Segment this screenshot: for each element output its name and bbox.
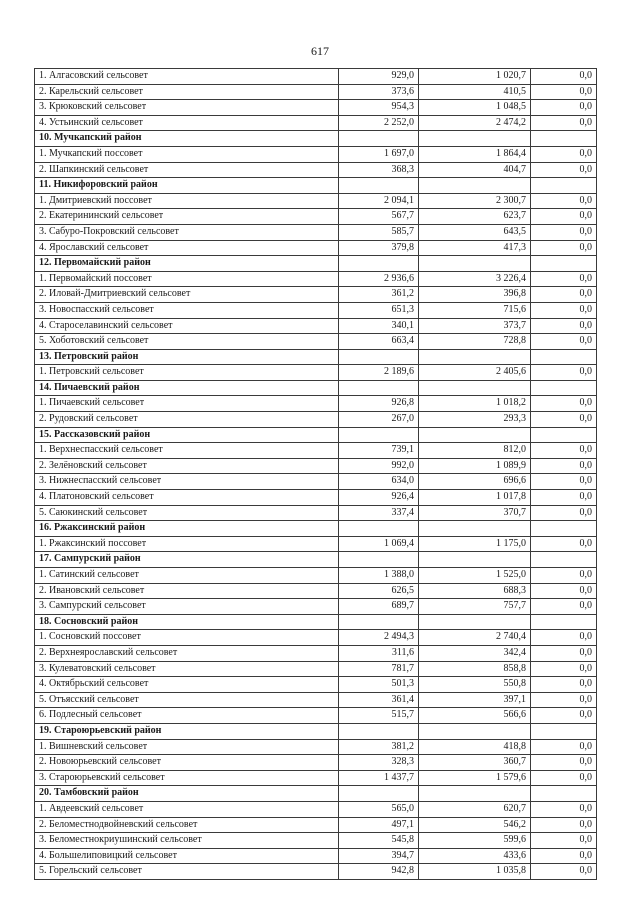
row-value-3-cell: 0,0: [531, 443, 597, 459]
row-value-3-cell: 0,0: [531, 69, 597, 85]
row-value-2-cell: 293,3: [419, 412, 531, 428]
row-value-3-cell: 0,0: [531, 817, 597, 833]
row-value-3-cell: 0,0: [531, 630, 597, 646]
row-value-1-cell: [339, 786, 419, 802]
row-name-cell: 1. Первомайский поссовет: [35, 271, 339, 287]
table-row: [35, 645, 597, 661]
table-row: [35, 365, 597, 381]
row-name-cell: 6. Подлесный сельсовет: [35, 708, 339, 724]
district-header-row: [35, 178, 597, 194]
row-value-1-cell: 2 494,3: [339, 630, 419, 646]
row-value-3-cell: 0,0: [531, 661, 597, 677]
row-value-2-cell: 546,2: [419, 817, 531, 833]
table-row: [35, 708, 597, 724]
row-value-1-cell: 379,8: [339, 240, 419, 256]
row-value-2-cell: 688,3: [419, 583, 531, 599]
row-value-3-cell: [531, 521, 597, 537]
row-value-2-cell: 404,7: [419, 162, 531, 178]
row-value-2-cell: 1 048,5: [419, 100, 531, 116]
row-name-cell: 5. Хоботовский сельсовет: [35, 334, 339, 350]
row-value-2-cell: 1 089,9: [419, 458, 531, 474]
table-row: [35, 443, 597, 459]
table-row: [35, 240, 597, 256]
row-value-1-cell: 368,3: [339, 162, 419, 178]
row-value-2-cell: 360,7: [419, 755, 531, 771]
table-row: [35, 146, 597, 162]
table-row: [35, 770, 597, 786]
district-header-row: [35, 427, 597, 443]
row-value-3-cell: 0,0: [531, 396, 597, 412]
row-name-cell: 15. Рассказовский район: [35, 427, 339, 443]
row-value-2-cell: 1 579,6: [419, 770, 531, 786]
row-name-cell: 1. Сатинский сельсовет: [35, 568, 339, 584]
row-name-cell: 3. Сампурский сельсовет: [35, 599, 339, 615]
row-value-2-cell: 550,8: [419, 677, 531, 693]
row-name-cell: 4. Ярославский сельсовет: [35, 240, 339, 256]
row-value-2-cell: 623,7: [419, 209, 531, 225]
row-value-1-cell: [339, 521, 419, 537]
row-value-1-cell: 381,2: [339, 739, 419, 755]
row-value-1-cell: 545,8: [339, 833, 419, 849]
row-value-3-cell: 0,0: [531, 770, 597, 786]
row-name-cell: 2. Рудовский сельсовет: [35, 412, 339, 428]
row-name-cell: 2. Карельский сельсовет: [35, 84, 339, 100]
row-value-2-cell: 757,7: [419, 599, 531, 615]
table-row: [35, 692, 597, 708]
row-value-2-cell: [419, 723, 531, 739]
table-row: [35, 458, 597, 474]
row-value-2-cell: [419, 614, 531, 630]
row-name-cell: 1. Вишневский сельсовет: [35, 739, 339, 755]
row-value-1-cell: 1 069,4: [339, 536, 419, 552]
row-name-cell: 1. Пичаевский сельсовет: [35, 396, 339, 412]
table-row: [35, 412, 597, 428]
district-header-row: [35, 131, 597, 147]
row-value-3-cell: 0,0: [531, 490, 597, 506]
row-value-3-cell: 0,0: [531, 100, 597, 116]
budget-table: [34, 68, 597, 880]
row-value-1-cell: 929,0: [339, 69, 419, 85]
row-value-1-cell: 1 388,0: [339, 568, 419, 584]
table-row: [35, 209, 597, 225]
row-value-2-cell: 2 474,2: [419, 115, 531, 131]
row-value-2-cell: 2 300,7: [419, 193, 531, 209]
row-value-2-cell: 1 864,4: [419, 146, 531, 162]
row-name-cell: 14. Пичаевский район: [35, 380, 339, 396]
row-value-2-cell: 370,7: [419, 505, 531, 521]
row-value-2-cell: 342,4: [419, 645, 531, 661]
row-value-3-cell: 0,0: [531, 334, 597, 350]
table-row: [35, 271, 597, 287]
table-row: [35, 630, 597, 646]
row-value-1-cell: 497,1: [339, 817, 419, 833]
row-name-cell: 3. Беломестнокриушинский сельсовет: [35, 833, 339, 849]
row-value-2-cell: 3 226,4: [419, 271, 531, 287]
row-value-2-cell: 1 525,0: [419, 568, 531, 584]
row-value-3-cell: [531, 131, 597, 147]
row-value-1-cell: 992,0: [339, 458, 419, 474]
district-header-row: [35, 552, 597, 568]
row-name-cell: 11. Никифоровский район: [35, 178, 339, 194]
row-value-3-cell: 0,0: [531, 739, 597, 755]
row-value-3-cell: 0,0: [531, 287, 597, 303]
row-value-3-cell: [531, 552, 597, 568]
table-row: [35, 193, 597, 209]
row-value-3-cell: 0,0: [531, 412, 597, 428]
row-name-cell: 1. Алгасовский сельсовет: [35, 69, 339, 85]
row-value-2-cell: 433,6: [419, 848, 531, 864]
row-value-2-cell: [419, 427, 531, 443]
row-value-1-cell: 926,8: [339, 396, 419, 412]
table-row: [35, 334, 597, 350]
row-value-2-cell: 1 035,8: [419, 864, 531, 880]
row-name-cell: 1. Дмитриевский поссовет: [35, 193, 339, 209]
row-value-1-cell: 626,5: [339, 583, 419, 599]
row-name-cell: 3. Староюрьевский сельсовет: [35, 770, 339, 786]
district-header-row: [35, 786, 597, 802]
row-value-2-cell: 396,8: [419, 287, 531, 303]
table-row: [35, 84, 597, 100]
row-name-cell: 2. Новоюрьевский сельсовет: [35, 755, 339, 771]
row-value-3-cell: 0,0: [531, 568, 597, 584]
row-value-3-cell: 0,0: [531, 864, 597, 880]
row-value-3-cell: [531, 786, 597, 802]
row-name-cell: 3. Нижнеспасский сельсовет: [35, 474, 339, 490]
row-value-2-cell: 1 175,0: [419, 536, 531, 552]
row-name-cell: 2. Беломестнодвойневский сельсовет: [35, 817, 339, 833]
row-value-1-cell: 501,3: [339, 677, 419, 693]
row-value-1-cell: 361,4: [339, 692, 419, 708]
district-header-row: [35, 723, 597, 739]
row-value-3-cell: [531, 614, 597, 630]
row-value-1-cell: [339, 178, 419, 194]
row-value-3-cell: 0,0: [531, 505, 597, 521]
row-value-1-cell: 340,1: [339, 318, 419, 334]
row-name-cell: 18. Сосновский район: [35, 614, 339, 630]
row-value-3-cell: [531, 380, 597, 396]
row-value-3-cell: 0,0: [531, 677, 597, 693]
row-value-1-cell: 2 094,1: [339, 193, 419, 209]
row-name-cell: 2. Иловай-Дмитриевский сельсовет: [35, 287, 339, 303]
row-name-cell: 3. Крюковский сельсовет: [35, 100, 339, 116]
row-value-2-cell: 397,1: [419, 692, 531, 708]
row-value-3-cell: 0,0: [531, 536, 597, 552]
row-value-1-cell: 2 189,6: [339, 365, 419, 381]
row-value-2-cell: 2 405,6: [419, 365, 531, 381]
row-value-1-cell: 394,7: [339, 848, 419, 864]
table-row: [35, 583, 597, 599]
row-value-1-cell: 781,7: [339, 661, 419, 677]
row-value-3-cell: [531, 723, 597, 739]
row-value-2-cell: 620,7: [419, 801, 531, 817]
row-value-2-cell: 858,8: [419, 661, 531, 677]
row-value-1-cell: 585,7: [339, 224, 419, 240]
row-value-1-cell: 373,6: [339, 84, 419, 100]
row-name-cell: 2. Ивановский сельсовет: [35, 583, 339, 599]
row-value-1-cell: 267,0: [339, 412, 419, 428]
row-value-3-cell: 0,0: [531, 645, 597, 661]
row-value-2-cell: [419, 256, 531, 272]
row-value-2-cell: 373,7: [419, 318, 531, 334]
row-value-1-cell: [339, 256, 419, 272]
row-value-2-cell: 728,8: [419, 334, 531, 350]
row-value-3-cell: 0,0: [531, 801, 597, 817]
row-value-3-cell: 0,0: [531, 162, 597, 178]
row-name-cell: 19. Староюрьевский район: [35, 723, 339, 739]
row-name-cell: 13. Петровский район: [35, 349, 339, 365]
row-name-cell: 2. Верхнеярославский сельсовет: [35, 645, 339, 661]
row-value-1-cell: 2 936,6: [339, 271, 419, 287]
district-header-row: [35, 614, 597, 630]
row-name-cell: 3. Новоспасский сельсовет: [35, 302, 339, 318]
row-value-2-cell: 715,6: [419, 302, 531, 318]
row-value-3-cell: [531, 349, 597, 365]
row-value-2-cell: [419, 521, 531, 537]
row-value-2-cell: 2 740,4: [419, 630, 531, 646]
row-value-1-cell: 515,7: [339, 708, 419, 724]
table-row: [35, 302, 597, 318]
page-number: 617: [311, 44, 329, 58]
row-value-3-cell: 0,0: [531, 193, 597, 209]
row-value-3-cell: 0,0: [531, 146, 597, 162]
row-value-1-cell: 337,4: [339, 505, 419, 521]
row-value-1-cell: 954,3: [339, 100, 419, 116]
row-value-1-cell: 942,8: [339, 864, 419, 880]
row-value-1-cell: 2 252,0: [339, 115, 419, 131]
table-row: [35, 474, 597, 490]
row-name-cell: 16. Ржаксинский район: [35, 521, 339, 537]
row-name-cell: 1. Ржаксинский поссовет: [35, 536, 339, 552]
row-value-1-cell: 689,7: [339, 599, 419, 615]
table-row: [35, 287, 597, 303]
row-value-1-cell: 1 697,0: [339, 146, 419, 162]
row-name-cell: 4. Староселавинский сельсовет: [35, 318, 339, 334]
row-value-1-cell: 567,7: [339, 209, 419, 225]
district-header-row: [35, 349, 597, 365]
row-name-cell: 2. Екатерининский сельсовет: [35, 209, 339, 225]
row-value-2-cell: 599,6: [419, 833, 531, 849]
row-value-2-cell: [419, 178, 531, 194]
row-value-2-cell: 1 017,8: [419, 490, 531, 506]
row-value-3-cell: 0,0: [531, 365, 597, 381]
district-header-row: [35, 380, 597, 396]
row-value-3-cell: [531, 427, 597, 443]
row-value-3-cell: 0,0: [531, 833, 597, 849]
row-name-cell: 1. Сосновский поссовет: [35, 630, 339, 646]
table-row: [35, 677, 597, 693]
row-value-3-cell: 0,0: [531, 755, 597, 771]
table-row: [35, 599, 597, 615]
table-row: [35, 396, 597, 412]
row-value-1-cell: 651,3: [339, 302, 419, 318]
row-value-1-cell: 361,2: [339, 287, 419, 303]
row-value-3-cell: 0,0: [531, 302, 597, 318]
row-value-1-cell: 565,0: [339, 801, 419, 817]
row-value-3-cell: 0,0: [531, 115, 597, 131]
row-name-cell: 20. Тамбовский район: [35, 786, 339, 802]
table-row: [35, 739, 597, 755]
row-value-2-cell: [419, 131, 531, 147]
row-value-1-cell: [339, 552, 419, 568]
row-value-1-cell: 328,3: [339, 755, 419, 771]
row-name-cell: 17. Сампурский район: [35, 552, 339, 568]
row-value-3-cell: 0,0: [531, 708, 597, 724]
table-row: [35, 69, 597, 85]
row-value-3-cell: 0,0: [531, 271, 597, 287]
table-row: [35, 661, 597, 677]
row-name-cell: 5. Горельский сельсовет: [35, 864, 339, 880]
row-value-2-cell: [419, 380, 531, 396]
row-name-cell: 4. Платоновский сельсовет: [35, 490, 339, 506]
row-name-cell: 12. Первомайский район: [35, 256, 339, 272]
row-value-2-cell: 643,5: [419, 224, 531, 240]
row-value-3-cell: [531, 256, 597, 272]
row-value-2-cell: 1 018,2: [419, 396, 531, 412]
row-name-cell: 3. Сабуро-Покровский сельсовет: [35, 224, 339, 240]
row-value-3-cell: 0,0: [531, 458, 597, 474]
row-value-1-cell: 663,4: [339, 334, 419, 350]
row-value-2-cell: 696,6: [419, 474, 531, 490]
row-name-cell: 5. Отъясский сельсовет: [35, 692, 339, 708]
row-name-cell: 4. Устьинский сельсовет: [35, 115, 339, 131]
row-value-3-cell: 0,0: [531, 224, 597, 240]
table-row: [35, 848, 597, 864]
row-value-3-cell: 0,0: [531, 240, 597, 256]
table-row: [35, 801, 597, 817]
row-value-2-cell: 566,6: [419, 708, 531, 724]
table-row: [35, 817, 597, 833]
row-value-2-cell: [419, 349, 531, 365]
row-value-3-cell: 0,0: [531, 599, 597, 615]
table-row: [35, 505, 597, 521]
row-value-1-cell: [339, 380, 419, 396]
row-value-3-cell: [531, 178, 597, 194]
row-name-cell: 5. Саюкинский сельсовет: [35, 505, 339, 521]
row-name-cell: 3. Кулеватовский сельсовет: [35, 661, 339, 677]
row-value-2-cell: 410,5: [419, 84, 531, 100]
row-value-1-cell: 311,6: [339, 645, 419, 661]
row-value-2-cell: 1 020,7: [419, 69, 531, 85]
row-value-1-cell: [339, 723, 419, 739]
row-value-3-cell: 0,0: [531, 84, 597, 100]
row-name-cell: 1. Верхнеспасский сельсовет: [35, 443, 339, 459]
table-row: [35, 864, 597, 880]
row-name-cell: 10. Мучкапский район: [35, 131, 339, 147]
table-row: [35, 568, 597, 584]
table-row: [35, 833, 597, 849]
row-value-2-cell: [419, 786, 531, 802]
row-name-cell: 4. Октябрьский сельсовет: [35, 677, 339, 693]
table-row: [35, 100, 597, 116]
row-value-1-cell: [339, 614, 419, 630]
row-value-3-cell: 0,0: [531, 318, 597, 334]
row-name-cell: 2. Зелёновский сельсовет: [35, 458, 339, 474]
district-header-row: [35, 521, 597, 537]
table-body: [35, 69, 597, 880]
row-value-2-cell: 417,3: [419, 240, 531, 256]
row-value-1-cell: [339, 349, 419, 365]
table-row: [35, 490, 597, 506]
table-row: [35, 162, 597, 178]
row-value-2-cell: [419, 552, 531, 568]
row-name-cell: 2. Шапкинский сельсовет: [35, 162, 339, 178]
row-value-1-cell: [339, 427, 419, 443]
table-row: [35, 755, 597, 771]
table-row: [35, 318, 597, 334]
row-value-1-cell: [339, 131, 419, 147]
row-value-3-cell: 0,0: [531, 692, 597, 708]
row-value-3-cell: 0,0: [531, 583, 597, 599]
row-value-2-cell: 418,8: [419, 739, 531, 755]
row-name-cell: 1. Авдеевский сельсовет: [35, 801, 339, 817]
district-header-row: [35, 256, 597, 272]
table-row: [35, 536, 597, 552]
row-name-cell: 4. Большелиповицкий сельсовет: [35, 848, 339, 864]
row-value-2-cell: 812,0: [419, 443, 531, 459]
row-value-3-cell: 0,0: [531, 848, 597, 864]
row-value-3-cell: 0,0: [531, 474, 597, 490]
row-value-1-cell: 926,4: [339, 490, 419, 506]
row-value-1-cell: 1 437,7: [339, 770, 419, 786]
row-value-1-cell: 634,0: [339, 474, 419, 490]
row-name-cell: 1. Петровский сельсовет: [35, 365, 339, 381]
table-row: [35, 224, 597, 240]
row-value-3-cell: 0,0: [531, 209, 597, 225]
row-value-1-cell: 739,1: [339, 443, 419, 459]
row-name-cell: 1. Мучкапский поссовет: [35, 146, 339, 162]
table-row: [35, 115, 597, 131]
